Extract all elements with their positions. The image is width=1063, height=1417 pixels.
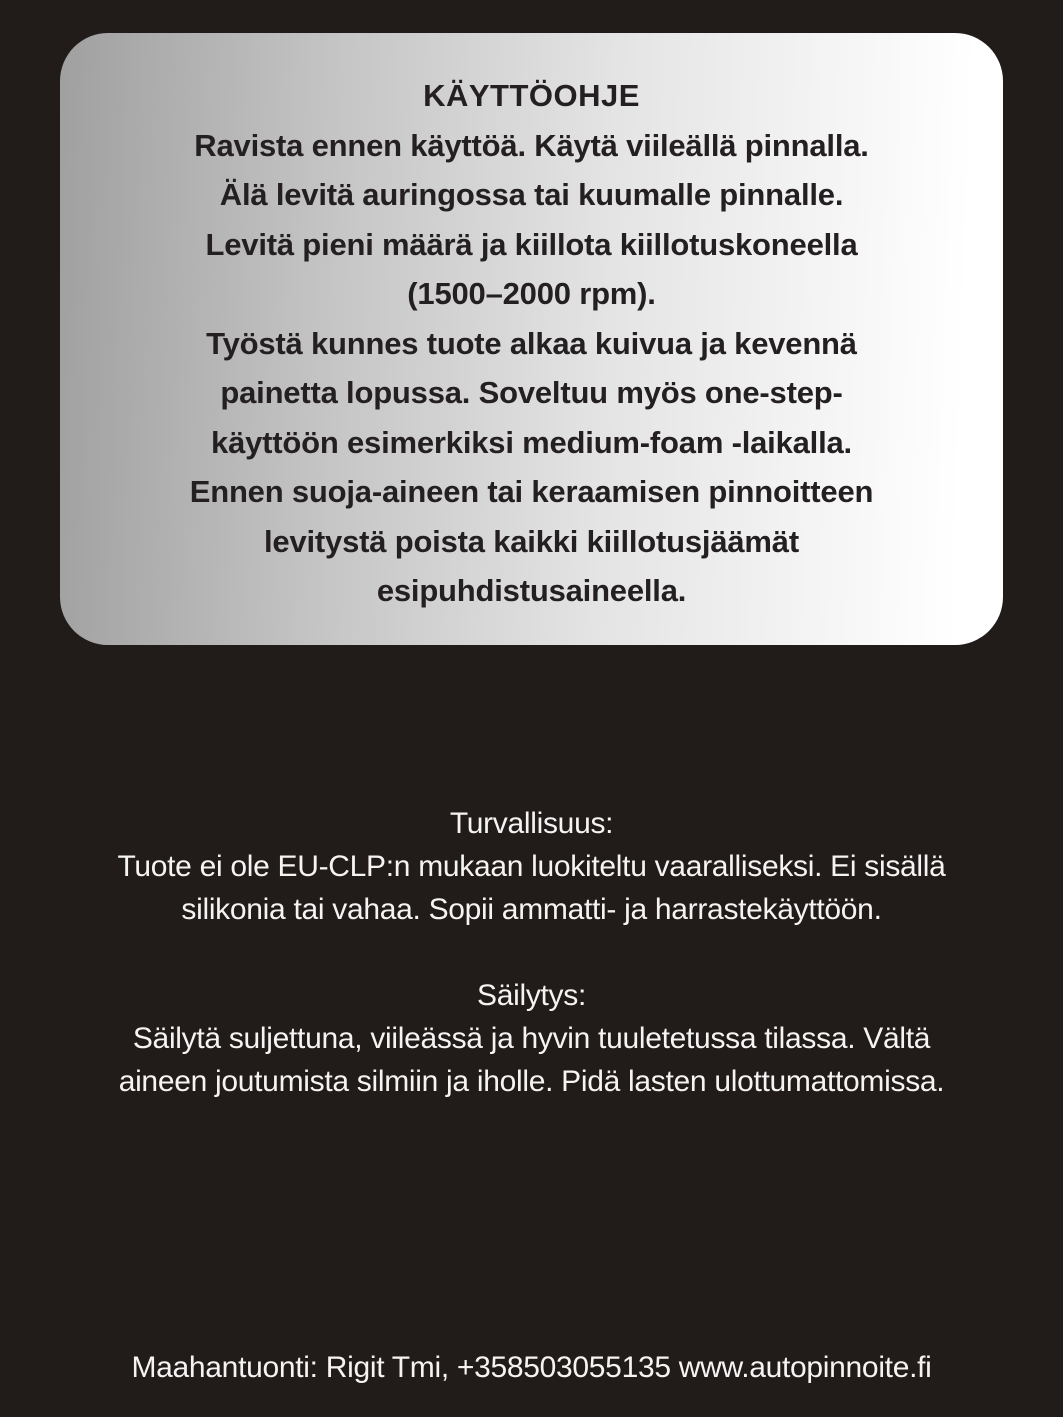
instruction-line: esipuhdistusaineella. bbox=[376, 573, 687, 608]
safety-and-storage-section bbox=[0, 802, 1063, 1103]
storage-title: Säilytys: bbox=[477, 979, 586, 1012]
safety-text-line: silikonia tai vahaa. Sopii ammatti- ja harrastekäyttöön. bbox=[181, 893, 882, 926]
instruction-line: painetta lopussa. Soveltuu myös one-step- bbox=[220, 375, 843, 410]
instructions-panel bbox=[60, 33, 1003, 645]
instruction-line: Työstä kunnes tuote alkaa kuivua ja kevennä bbox=[206, 325, 857, 361]
instruction-line: (1500–2000 rpm). bbox=[407, 276, 656, 311]
storage-text-line: aineen joutumista silmiin ja iholle. Pidä lasten ulottumattomissa. bbox=[118, 1065, 945, 1098]
safety-title: Turvallisuus: bbox=[449, 807, 614, 840]
storage-text-line: Säilytä suljettuna, viileässä ja hyvin tuuletetussa tilassa. Vältä bbox=[132, 1022, 931, 1055]
instructions-title: KÄYTTÖOHJE bbox=[423, 78, 640, 113]
instruction-line: Ennen suoja-aineen tai keraamisen pinnoitteen bbox=[189, 474, 874, 509]
instruction-line: Levitä pieni määrä ja kiillota kiillotuskoneella bbox=[205, 226, 858, 262]
safety-text-line: Tuote ei ole EU-CLP:n mukaan luokiteltu vaaralliseksi. Ei sisällä bbox=[117, 850, 946, 883]
instruction-line: Ravista ennen käyttöä. Käytä viileällä pinnalla. bbox=[194, 127, 869, 163]
instruction-line: levitystä poista kaikki kiillotusjäämät bbox=[264, 523, 799, 559]
instruction-line: Älä levitä auringossa tai kuumalle pinnalle. bbox=[219, 177, 844, 212]
importer-line: Maahantuonti: Rigit Tmi, +358503055135 www.autopinnoite.fi bbox=[131, 1351, 932, 1384]
instruction-line: käyttöön esimerkiksi medium-foam -laikalla. bbox=[211, 424, 852, 460]
section-spacer bbox=[0, 931, 1063, 974]
